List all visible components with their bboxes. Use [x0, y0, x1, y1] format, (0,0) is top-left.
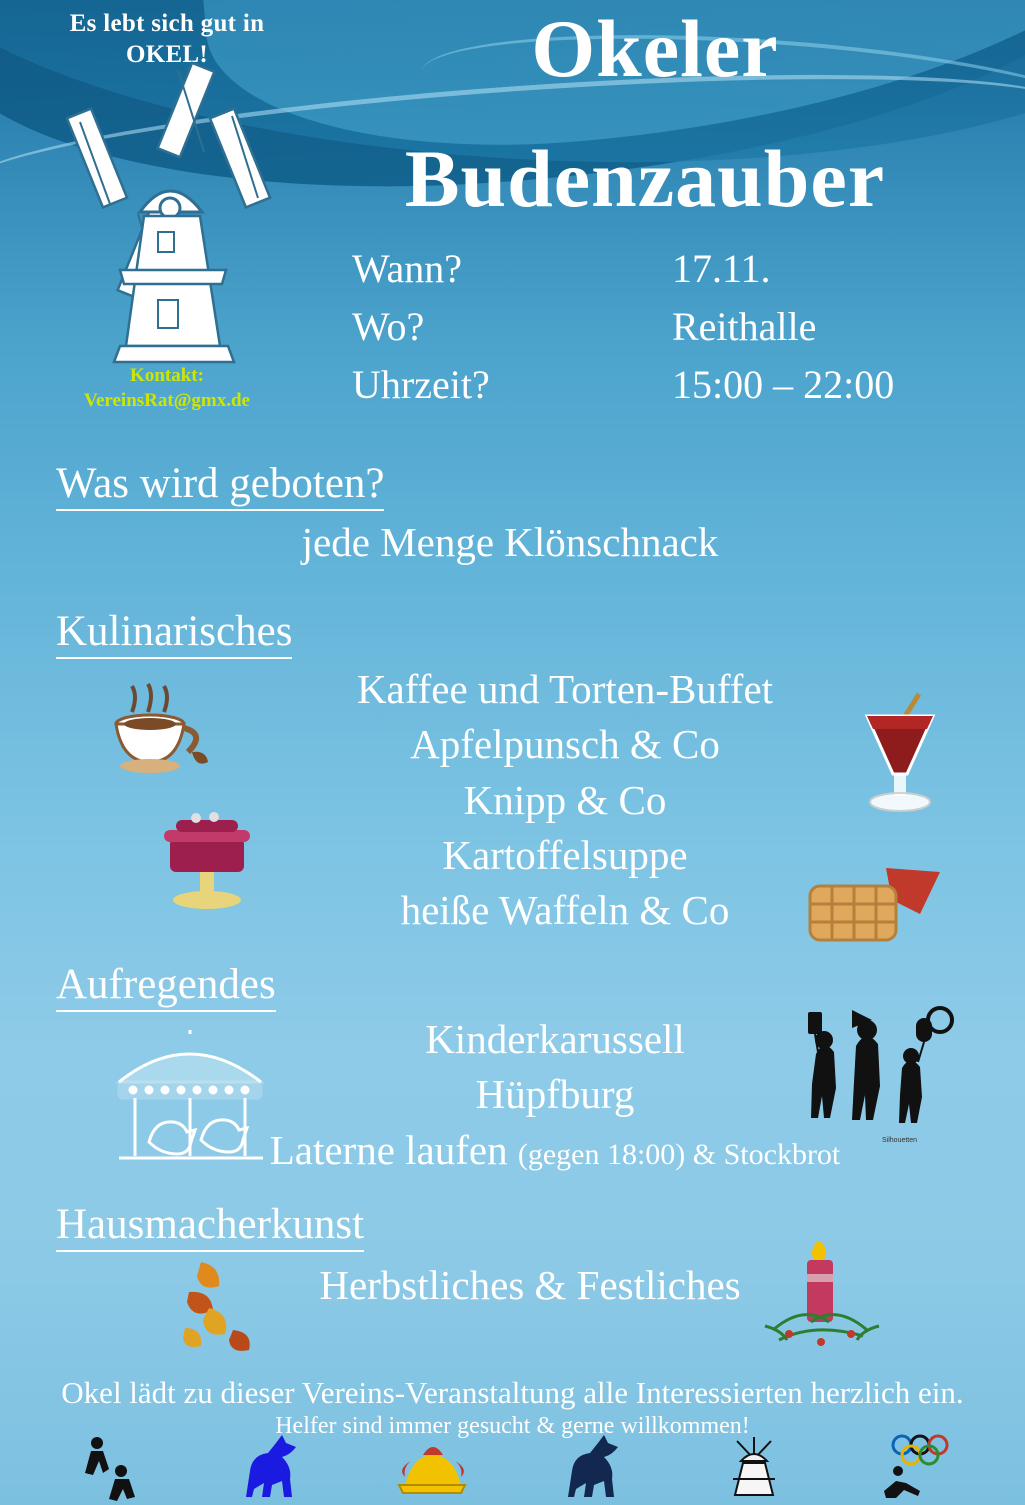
- windmill-icon: [62, 56, 277, 366]
- list-item: Apfelpunsch & Co: [410, 721, 720, 768]
- coffee-cup-icon: [98, 672, 218, 782]
- windmill-icon: [711, 1431, 797, 1501]
- contact-email: VereinsRat@gmx.de: [84, 389, 250, 411]
- list-item: Kartoffelsuppe: [442, 832, 688, 879]
- list-item: Kinderkarussell: [425, 1016, 685, 1062]
- lantern-note-text: (gegen 18:00) & Stockbrot: [517, 1137, 841, 1171]
- lantern-main-text: Laterne laufen: [269, 1126, 508, 1173]
- fact-row-when: [352, 240, 972, 298]
- tagline: Es lebt sich gut in OKEL!: [69, 10, 265, 69]
- section-heading-crafts: Hausmacherkunst: [56, 1203, 364, 1252]
- fact-question-time: Uhrzeit?: [352, 362, 490, 407]
- contact-label: Kontakt:: [130, 365, 204, 386]
- footer-club-icons: [0, 1427, 1025, 1501]
- carousel-icon: [105, 1030, 275, 1175]
- fact-question-where: Wo?: [352, 304, 425, 349]
- list-item: heiße Waffeln & Co: [400, 887, 730, 934]
- fact-answer-time: 15:00 – 22:00: [672, 362, 895, 407]
- punch-glass-icon: [845, 690, 955, 830]
- fact-row-time: [352, 356, 972, 414]
- section-heading-offerings: Was wird geboten?: [56, 462, 384, 511]
- list-item: Herbstliches & Festliches: [319, 1262, 741, 1308]
- dark-horse-icon: [550, 1431, 636, 1501]
- section-items-offerings: [130, 515, 890, 570]
- footer-line-1: Okel lädt zu dieser Vereins-Veranstaltung alle Interessierten herzlich ein.: [61, 1375, 964, 1410]
- lantern-children-icon: [790, 1000, 965, 1150]
- list-item: Hüpfburg: [475, 1071, 635, 1118]
- list-item: Knipp & Co: [463, 776, 667, 823]
- autumn-leaves-icon: [175, 1250, 285, 1355]
- page-title-line-2: Budenzauber: [404, 133, 886, 224]
- firefighter-helmet-icon: [389, 1431, 475, 1501]
- fact-row-where: [352, 298, 972, 356]
- blue-horse-icon: [228, 1431, 314, 1501]
- gymnastics-icon: [67, 1431, 153, 1501]
- section-heading-culinary: Kulinarisches: [56, 610, 292, 659]
- fact-answer-when: 17.11.: [672, 246, 771, 291]
- contact-block: [42, 364, 292, 413]
- page-title-line-1: Okeler: [531, 3, 779, 94]
- footer-line-2: Helfer sind immer gesucht & gerne willkommen!: [275, 1413, 750, 1439]
- waffle-icon: [800, 860, 955, 950]
- list-item: jede Menge Klönschnack: [301, 519, 719, 565]
- layer-cake-icon: [150, 808, 265, 918]
- list-item: Kaffee und Torten-Buffet: [356, 666, 774, 712]
- candle-wreath-icon: [755, 1230, 890, 1355]
- section-heading-excitement: Aufregendes: [56, 963, 276, 1012]
- event-facts: [352, 240, 972, 414]
- olympic-rings-icon: [872, 1431, 958, 1501]
- svg-text:Silhouetten: Silhouetten: [882, 1137, 918, 1144]
- fact-question-when: Wann?: [352, 246, 463, 291]
- fact-answer-where: Reithalle: [672, 304, 817, 349]
